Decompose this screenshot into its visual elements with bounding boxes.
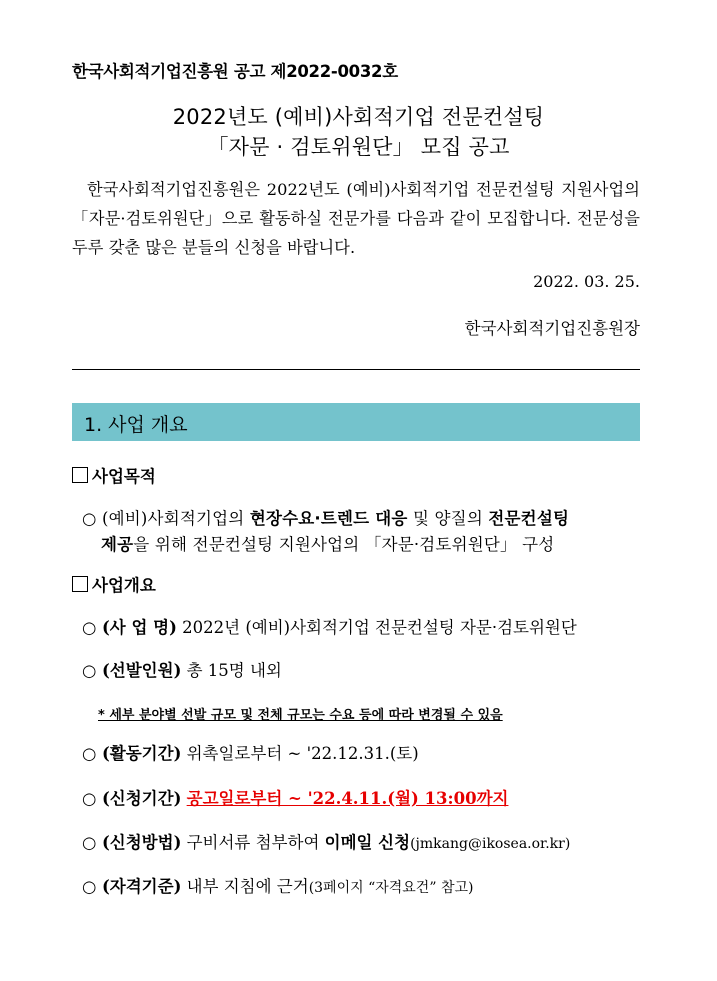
item-activity-period: [82, 740, 419, 764]
overview-heading-label: 사업개요: [92, 576, 156, 595]
purpose-text-part: (예비)사회적기업의: [102, 509, 250, 528]
square-bullet-icon: [72, 467, 88, 483]
item-label: (신청기간): [102, 789, 182, 808]
square-bullet-icon: [72, 576, 88, 592]
item-value: 총 15명 내외: [181, 661, 282, 680]
item-label: (자격기준): [102, 877, 182, 896]
purpose-text-line-2: [101, 531, 554, 555]
circle-bullet-icon: ○: [82, 661, 97, 680]
issuer-name: 한국사회적기업진흥원장: [464, 319, 640, 338]
item-label: (신청방법): [102, 833, 182, 852]
purpose-heading-label: 사업목적: [92, 467, 156, 486]
item-label: (사 업 명): [102, 618, 177, 637]
item-project-name: [82, 614, 577, 638]
circle-bullet-icon: ○: [82, 509, 97, 528]
contact-email: (jmkang@ikosea.or.kr): [410, 836, 571, 852]
item-label: (선발인원): [102, 661, 182, 680]
circle-bullet-icon: ○: [82, 789, 97, 808]
circle-bullet-icon: ○: [82, 833, 97, 852]
purpose-bold-trend: 현장수요·트렌드 대응: [249, 509, 408, 528]
section-title: 1. 사업 개요: [84, 414, 188, 436]
item-value: 내부 지침에 근거: [181, 877, 309, 896]
purpose-text-part: 을 위해 전문컨설팅 지원사업의 「자문·검토위원단」 구성: [133, 535, 555, 554]
circle-bullet-icon: ○: [82, 877, 97, 896]
item-application-method: [82, 829, 570, 853]
intro-paragraph: 한국사회적기업진흥원은 2022년도 (예비)사회적기업 전문컨설팅 지원사업의 「자문·검토위원단」으로 활동하실 전문가를 다음과 같이 모집합니다. 전문성을 두루 갖춘 많은 분들의 신청을 바랍니다.: [72, 180, 640, 257]
purpose-text-line-1: [82, 505, 569, 529]
selection-note: * 세부 분야별 선발 규모 및 전체 규모는 수요 등에 따라 변경될 수 있음: [98, 708, 503, 723]
notice-number: 한국사회적기업진흥원 공고 제2022-0032호: [72, 62, 398, 81]
document-title-line-1: 2022년도 (예비)사회적기업 전문컨설팅: [172, 105, 545, 129]
item-qualification: [82, 873, 473, 897]
section-header-bar: [72, 403, 640, 441]
item-value: 2022년 (예비)사회적기업 전문컨설팅 자문·검토위원단: [176, 618, 577, 637]
item-value: 위촉일로부터 ~ '22.12.31.(토): [181, 744, 419, 763]
circle-bullet-icon: ○: [82, 744, 97, 763]
item-label: (활동기간): [102, 744, 182, 763]
purpose-heading: [72, 463, 156, 487]
announcement-date: 2022. 03. 25.: [533, 272, 640, 291]
item-selection: [82, 657, 282, 681]
item-value: 구비서류 첨부하여: [181, 833, 325, 852]
purpose-bold-consulting: 전문컨설팅: [488, 509, 570, 528]
document-title-line-2: 「자문 · 검토위원단」 모집 공고: [207, 135, 510, 159]
purpose-bold-provide: 제공: [101, 535, 134, 554]
circle-bullet-icon: ○: [82, 618, 97, 637]
application-deadline: 공고일로부터 ~ '22.4.11.(월) 13:00까지: [186, 789, 509, 808]
item-application-period: [82, 785, 508, 809]
purpose-text-part: 및 양질의: [407, 509, 489, 528]
horizontal-divider: [72, 369, 640, 370]
qualification-reference: (3페이지 “자격요건” 참고): [308, 880, 474, 896]
overview-heading: [72, 572, 156, 596]
email-apply-bold: 이메일 신청: [324, 833, 411, 852]
